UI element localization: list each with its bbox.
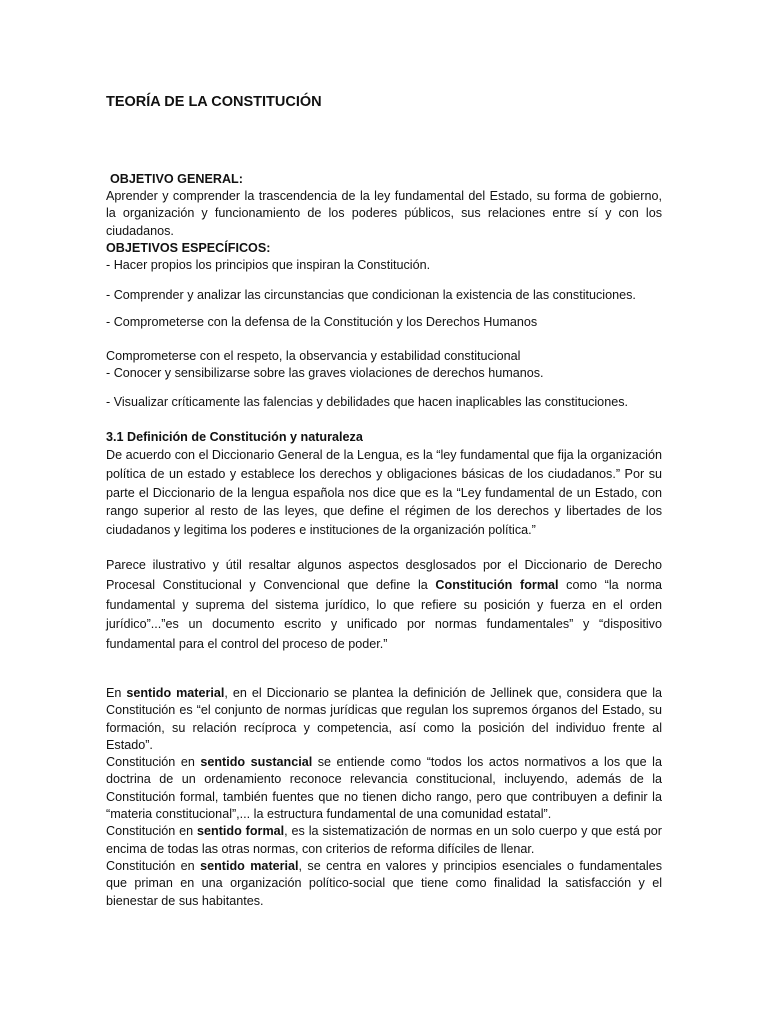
section-paragraph: De acuerdo con el Diccionario General de la Lengua, es la “ley fundamental que fija la organización política de un estado y establece los derechos y obligaciones básicas de los ciudadanos.” Por su parte el Diccionario de la lengua española nos dice que es la “Ley fundamental de un Estado, con rango superior al resto de las leyes, que define el régimen de los derechos y libertades de los ciudadanos y legitima los poderes e instituciones de la organización política.” (106, 448, 662, 538)
objetivo-item: - Conocer y sensibilizarse sobre las graves violaciones de derechos humanos. (106, 366, 544, 381)
objetivo-item: - Hacer propios los principios que inspiran la Constitución. (106, 257, 431, 272)
objetivo-item: - Comprender y analizar las circunstancias que condicionan la existencia de las constituciones. (106, 288, 636, 302)
section-heading: 3.1 Definición de Constitución y naturaleza (106, 430, 363, 444)
objetivo-item: - Visualizar críticamente las falencias y debilidades que hacen inaplicables las constituciones. (106, 395, 628, 409)
section-paragraph: Constitución en sentido sustancial se entiende como “todos los actos normativos a los que la doctrina de un ordenamiento reconoce relevancia constitucional, incluyendo, además de la Constitución formal, también fuentes que no tienen dicho rango, pero que contribuyen a definir la “materia constitucional”,... la estructura fundamental de una comunidad estatal”. (106, 755, 662, 822)
section-paragraph: Constitución en sentido formal, es la sistematización de normas en un solo cuerpo y que está por encima de todas las otras normas, con criterios de reforma difíciles de llenar. (106, 824, 662, 856)
bold-term: sentido sustancial (200, 755, 313, 770)
bold-term: sentido formal (197, 824, 285, 839)
section-paragraph-constitucion-formal: Parece ilustrativo y útil resaltar algunos aspectos desglosados por el Diccionario de Derecho Procesal Constitucional y Convencional que define la Constitución formal como “la norma fundamental y suprema del sistema jurídico, lo que refiere su posición y fuerza en el orden jurídico”...”es un documento escrito y unificado por normas fundamentales” y “dispositivo fundamental para el control del proceso de poder.” (106, 558, 662, 652)
sentidos-section (106, 685, 662, 910)
objetivo-items-group (106, 348, 662, 383)
objetivos-especificos-heading: OBJETIVOS ESPECÍFICOS: (106, 240, 271, 255)
section-paragraph: Constitución en sentido material, se centra en valores y principios esenciales o fundamentales que priman en una organización político-social que tiene como finalidad la satisfacción y el bienestar de sus habitantes. (106, 858, 662, 908)
section-paragraph: En sentido material, en el Diccionario se plantea la definición de Jellinek que, considera que la Constitución es “el conjunto de normas jurídicas que regulan los supremos órganos del Estado, su formación, su relación recíproca y competencia, así como la posición del individuo frente al Estado”. (106, 686, 662, 752)
objetivo-item: Comprometerse con el respeto, la observancia y estabilidad constitucional (106, 349, 521, 363)
bold-term: sentido material (200, 858, 299, 873)
objetivo-item: - Comprometerse con la defensa de la Constitución y los Derechos Humanos (106, 315, 538, 329)
section-3-1 (106, 429, 662, 540)
objetivo-general-text: Aprender y comprender la trascendencia de la ley fundamental del Estado, su forma de gobierno, la organización y funcionamiento de los poderes públicos, sus relaciones entre sí y con los ciudadanos. (106, 189, 662, 238)
objetivo-general-heading: OBJETIVO GENERAL: (110, 172, 243, 186)
objetivo-general-section (106, 171, 662, 274)
document-title: TEORÍA DE LA CONSTITUCIÓN (106, 94, 322, 110)
bold-term: Constitución formal (435, 577, 559, 592)
bold-term: sentido material (126, 686, 225, 700)
